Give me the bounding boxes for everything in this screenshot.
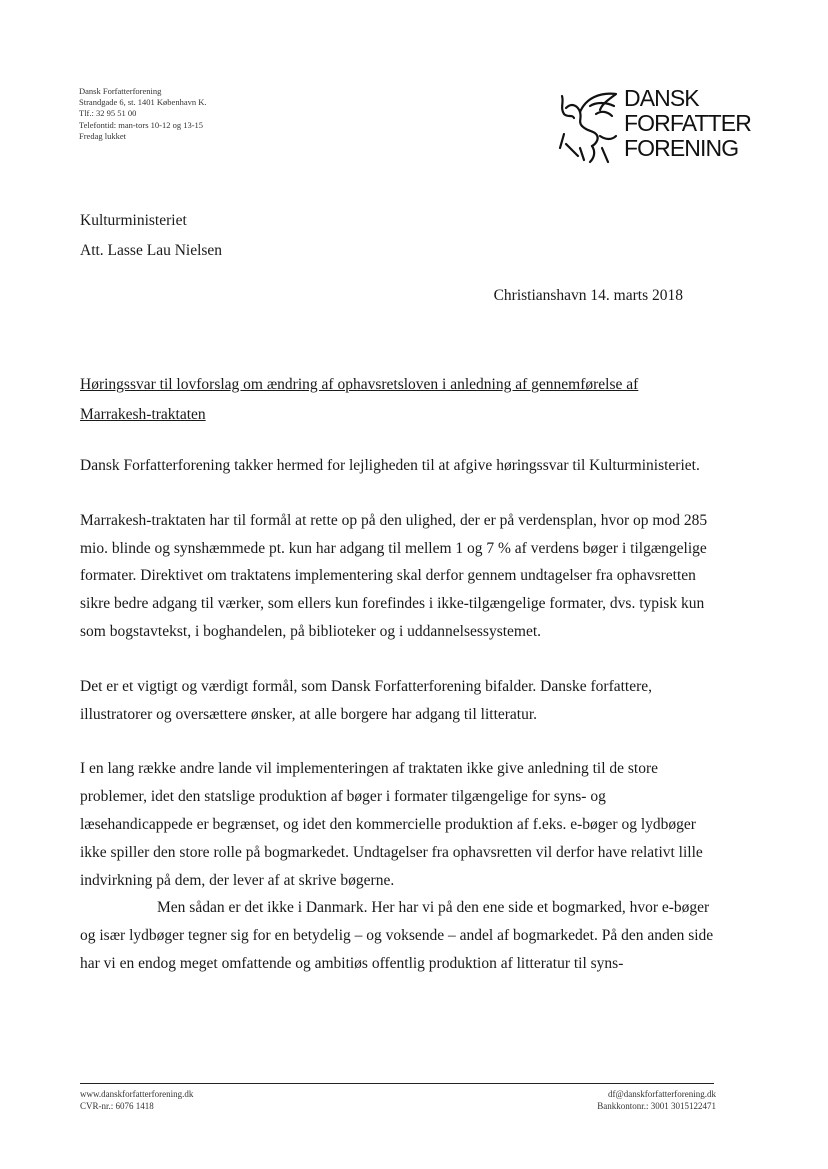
- organization-logo: [556, 86, 756, 166]
- sender-address: [79, 86, 206, 142]
- recipient-name: Kulturministeriet: [80, 212, 187, 229]
- sender-name: Dansk Forfatterforening: [79, 86, 162, 96]
- sender-friday-note: Fredag lukket: [79, 130, 126, 141]
- recipient-block: [80, 206, 222, 266]
- footer-website: www.danskforfatterforening.dk: [80, 1089, 194, 1099]
- sender-phone-hours: Telefontid: man-tors 10-12 og 13-15: [79, 119, 204, 130]
- subject-line: Høringssvar til lovforslag om ændring af ophavsretsloven i anledning af gennemførelse af Marrakesh-traktaten: [80, 376, 639, 423]
- letter-body: [80, 452, 720, 978]
- pegasus-icon: [556, 88, 622, 166]
- recipient-attention: Att. Lasse Lau Nielsen: [80, 242, 223, 259]
- logo-line-1: DANSK: [624, 85, 699, 111]
- letter-date: Christianshavn 14. marts 2018: [493, 287, 683, 304]
- footer-email: df@danskforfatterforening.dk: [608, 1089, 716, 1099]
- sender-street: Strandgade 6, st. 1401 København K.: [79, 97, 207, 108]
- logo-line-3: FORENING: [624, 135, 739, 161]
- paragraph-support: Det er et vigtigt og værdigt formål, som Dansk Forfatterforening bifalder. Danske forfattere, illustratorer og oversættere ønsker, at alle borgere har adgang til litteratur.: [80, 677, 653, 723]
- footer-left: [80, 1089, 193, 1112]
- logo-line-2: FORFATTER: [624, 110, 751, 136]
- sender-phone: Tlf.: 32 95 51 00: [79, 108, 137, 119]
- paragraph-denmark: Men sådan er det ikke i Danmark. Her har vi på den ene side et bogmarked, hvor e-bøger og især lydbøger tegner sig for en betydelig – og voksende – andel af bogmarkedet. På den anden side har vi en endog meget omfattende og ambitiøs offentlig produktion af litteratur til syns-: [80, 899, 714, 972]
- footer-bank-account: Bankkontonr.: 3001 3015122471: [597, 1100, 716, 1111]
- paragraph-other-countries: I en lang række andre lande vil implementeringen af traktaten ikke give anledning til de store problemer, idet den statslige produktion af bøger i formater tilgængelige for syns- og læsehandicappede er begrænset, og idet den kommercielle produktion af f.eks. e-bøger og lydbøger ikke spiller den store rolle på bogmarkedet. Undtagelser fra ophavsretten vil derfor have relativt lille indvirkning på dem, der lever af at skrive bøgerne.: [80, 760, 703, 889]
- paragraph-thanks: Dansk Forfatterforening takker hermed for lejligheden til at afgive høringssvar til Kulturministeriet.: [80, 457, 700, 474]
- footer-right: [597, 1089, 716, 1112]
- footer-cvr: CVR-nr.: 6076 1418: [80, 1100, 154, 1111]
- logo-wordmark: [624, 86, 751, 161]
- footer-divider: [80, 1083, 714, 1084]
- paragraph-treaty-purpose: Marrakesh-traktaten har til formål at rette op på den ulighed, der er på verdensplan, hvor op mod 285 mio. blinde og synshæmmede pt. kun har adgang til mellem 1 og 7 % af verdens bøger i tilgængelige formater. Direktivet om traktatens implementering skal derfor gennem undtagelser fra ophavsretten sikre bedre adgang til værker, som ellers kun forefindes i ikke-tilgængelige formater, dvs. typisk kun som bogstavtekst, i boghandelen, på biblioteker og i uddannelsessystemet.: [80, 511, 708, 640]
